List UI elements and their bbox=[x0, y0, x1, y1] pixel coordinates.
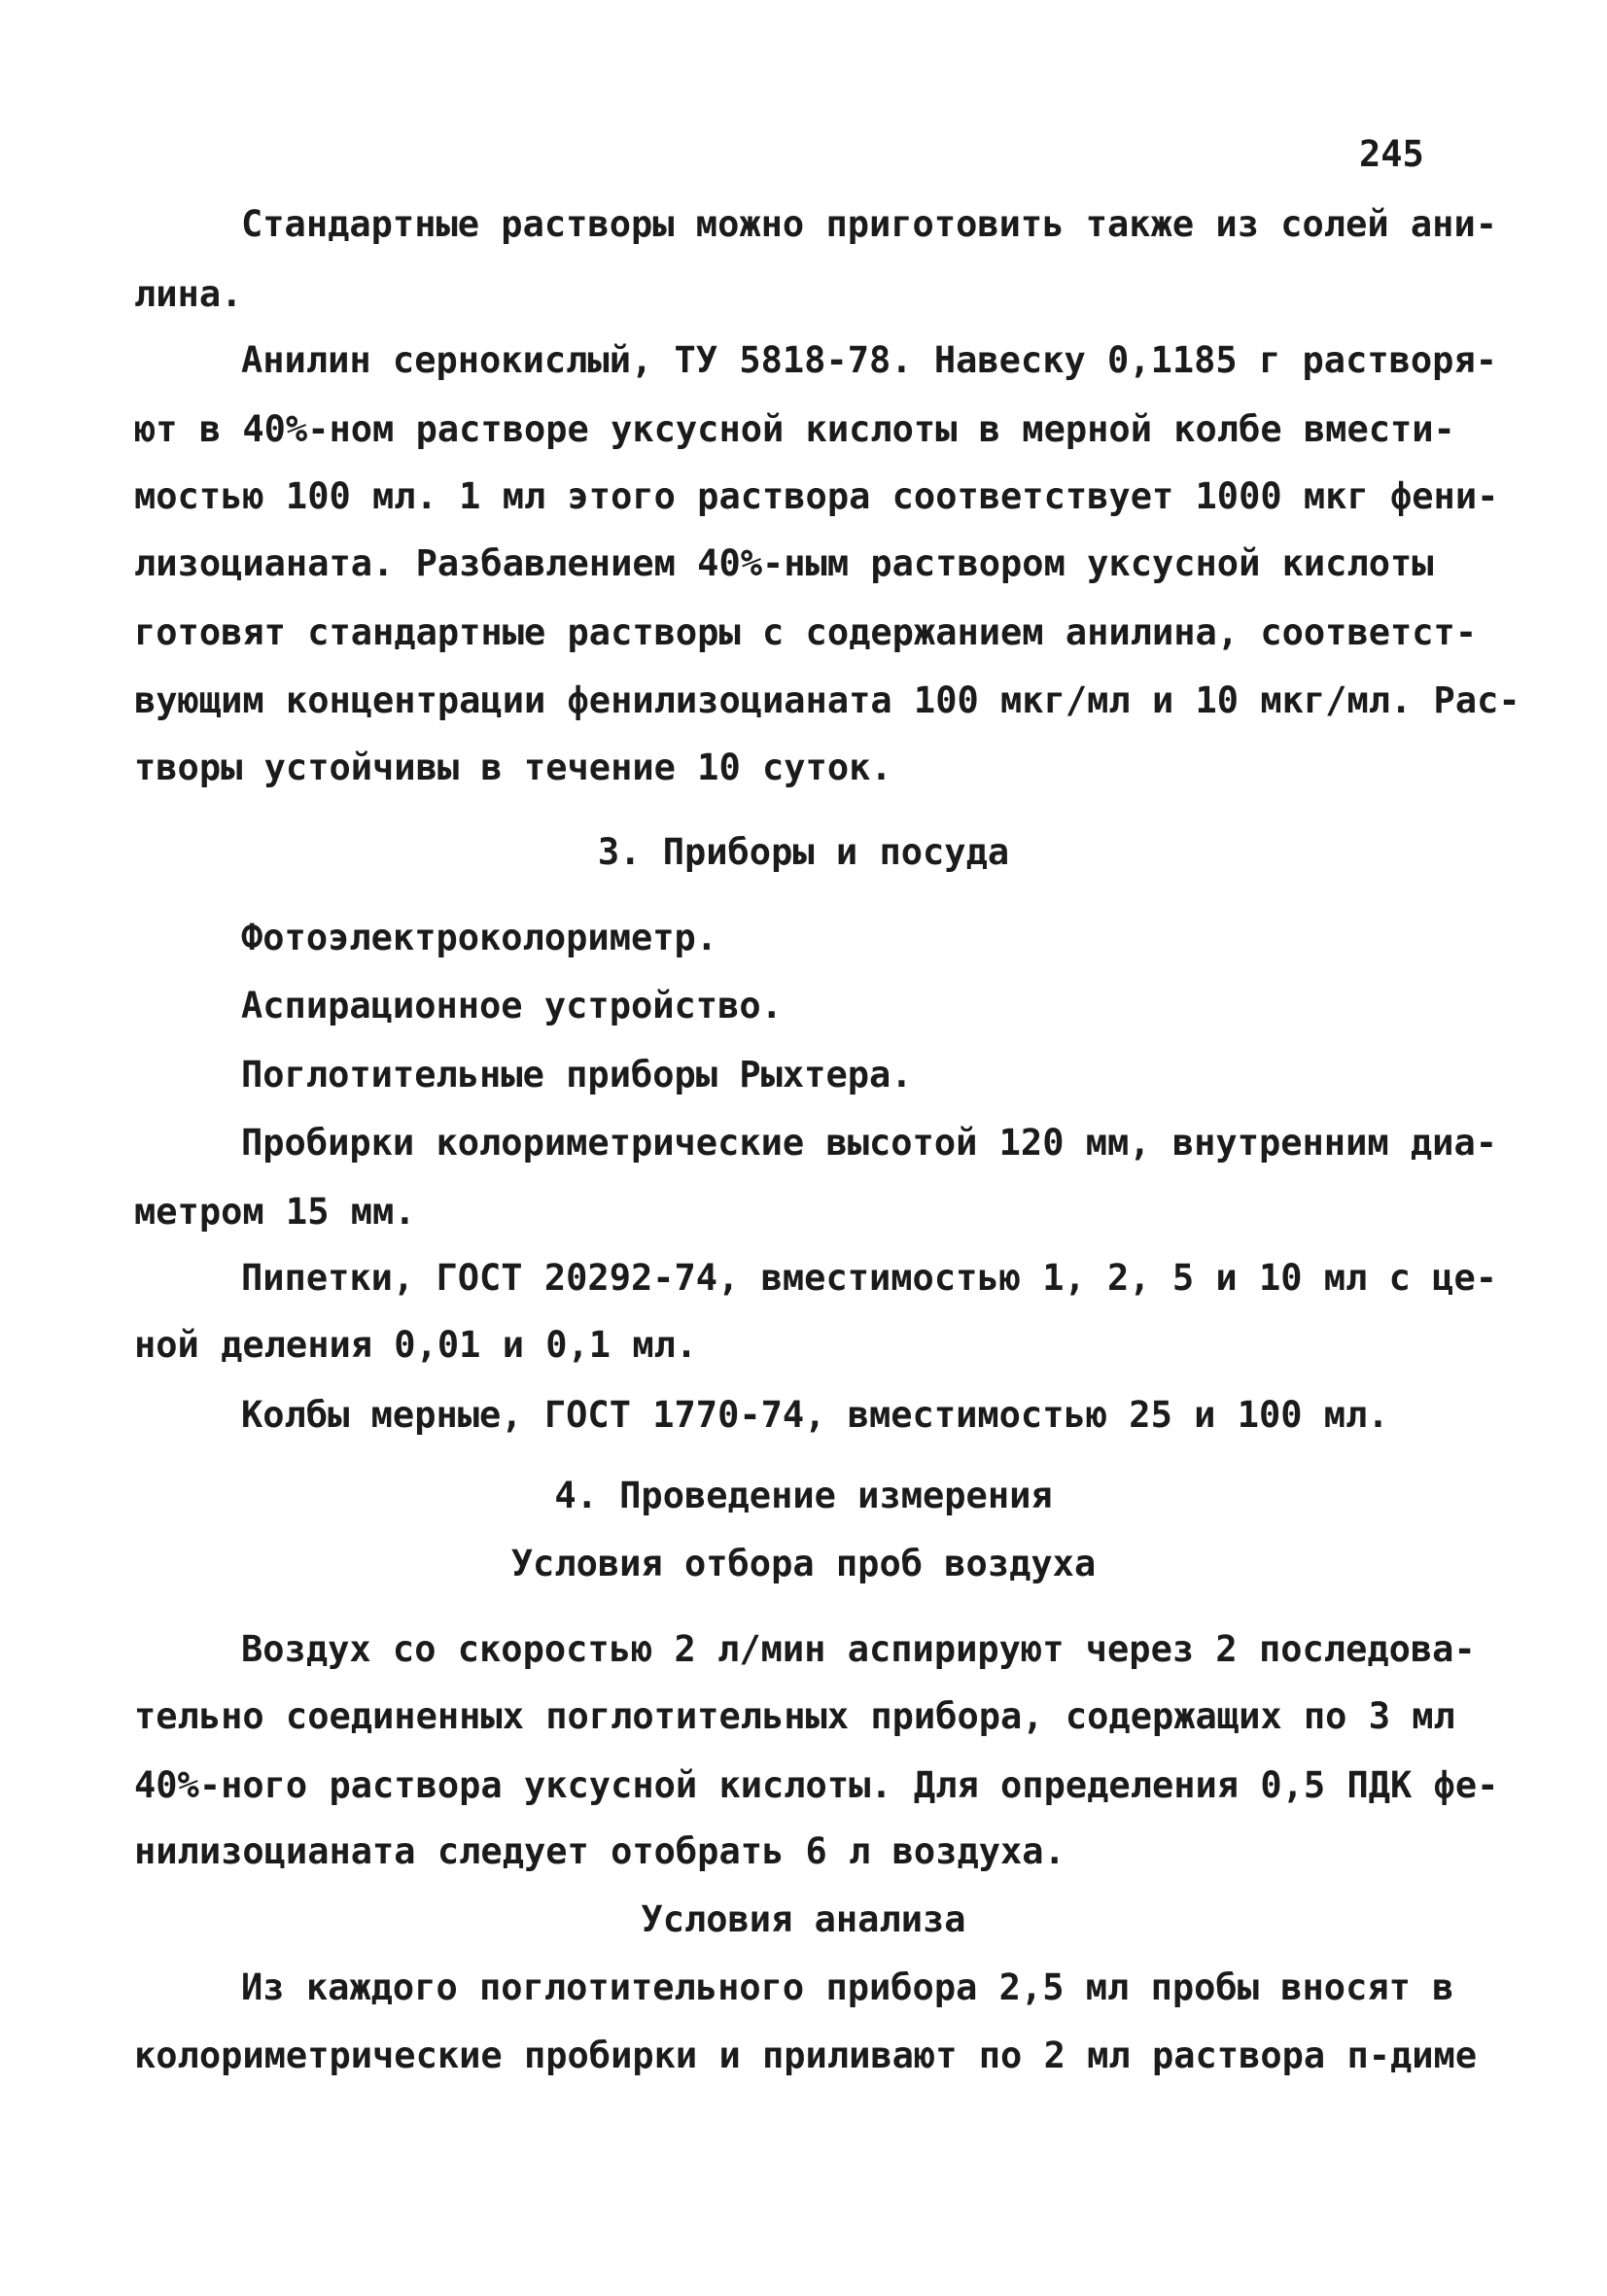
text-line: Из каждого поглотительного прибора 2,5 мл пробы вносят в bbox=[241, 1966, 1454, 2008]
page-number: 245 bbox=[1359, 133, 1424, 175]
text-line: метром 15 мм. bbox=[134, 1191, 416, 1233]
text-line: вующим концентрации фенилизоцианата 100 мкг/мл и 10 мкг/мл. Рас- bbox=[134, 679, 1520, 721]
text-line: 40%-ного раствора уксусной кислоты. Для определения 0,5 ПДК фе- bbox=[134, 1764, 1499, 1806]
text-line: ют в 40%-ном растворе уксусной кислоты в мерной колбе вмести- bbox=[134, 408, 1455, 450]
text-line: готовят стандартные растворы с содержанием анилина, соответст- bbox=[134, 611, 1478, 653]
text-line: лина. bbox=[134, 273, 243, 315]
sub-heading: Условия отбора проб воздуха bbox=[510, 1543, 1097, 1584]
text-line: Фотоэлектроколориметр. bbox=[241, 917, 718, 958]
sub-heading: Условия анализа bbox=[641, 1898, 966, 1940]
text-line: Аспирационное устройство. bbox=[241, 985, 783, 1026]
section-heading: 3. Приборы и посуда bbox=[597, 831, 1010, 873]
text-line: Стандартные растворы можно приготовить также из солей ани- bbox=[241, 203, 1498, 245]
text-line: Анилин сернокислый, ТУ 5818-78. Навеску 0,1185 г растворя- bbox=[241, 339, 1498, 381]
text-line: Воздух со скоростью 2 л/мин аспирируют через 2 последова- bbox=[241, 1628, 1476, 1670]
text-line: Пипетки, ГОСТ 20292-74, вместимостью 1, 2, 5 и 10 мл с це- bbox=[241, 1257, 1498, 1299]
text-line: нилизоцианата следует отобрать 6 л воздуха. bbox=[134, 1830, 1066, 1872]
text-line: мостью 100 мл. 1 мл этого раствора соответствует 1000 мкг фени- bbox=[134, 475, 1499, 517]
text-line: Поглотительные приборы Рыхтера. bbox=[241, 1054, 913, 1096]
text-line: лизоцианата. Разбавлением 40%-ным раствором уксусной кислоты bbox=[134, 542, 1434, 584]
text-line: тельно соединенных поглотительных прибора, содержащих по 3 мл bbox=[134, 1695, 1455, 1737]
text-line: ной деления 0,01 и 0,1 мл. bbox=[134, 1324, 698, 1366]
text-line: Пробирки колориметрические высотой 120 мм, внутренним диа- bbox=[241, 1122, 1498, 1164]
text-line: творы устойчивы в течение 10 суток. bbox=[134, 747, 892, 788]
text-line: Колбы мерные, ГОСТ 1770-74, вместимостью 25 и 100 мл. bbox=[241, 1394, 1389, 1436]
text-line: колориметрические пробирки и приливают по 2 мл раствора п-диме bbox=[134, 2035, 1478, 2076]
section-heading: 4. Проведение измерения bbox=[554, 1475, 1053, 1516]
